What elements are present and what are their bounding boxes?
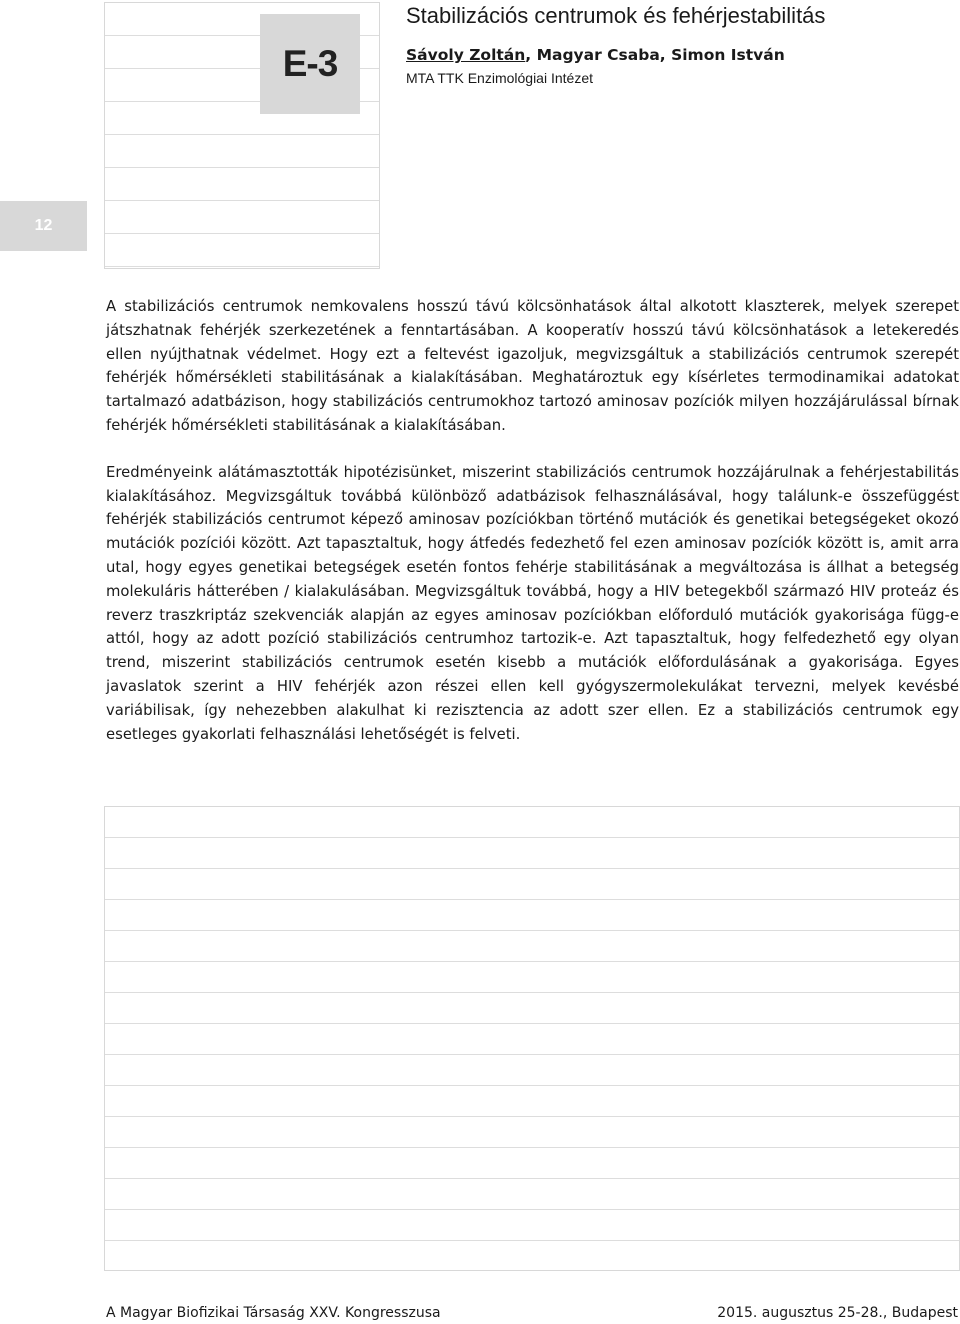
abstract-paragraph: A stabilizációs centrumok nemkovalens hosszú távú kölcsönhatások által alkotott klaszterek, melyek szerepet játszhatnak fehérjék szerkezetének a fenntartásában. A kooperatív hosszú távú kölcsönhatások a letekeredés ellen nyújthatnak védelmet. Hogy ezt a feltevést igazoljuk, megvizsgáltuk a stabilizációs centrumok szerepét fehérjék hőmérsékleti stabilitásának a kialakításában. Meghatároztuk egy kísérletes termodinamikai adatokat tartalmazó adatbázison, hogy stabilizációs centrumokhoz tartozó aminosav pozíciók milyen hozzájárulással bírnak fehérjék hőmérsékleti stabilitásának a kialakításában. — [106, 298, 959, 434]
notes-box — [104, 806, 960, 1271]
presenting-author: Sávoly Zoltán — [406, 46, 526, 64]
footer-conference: A Magyar Biofizikai Társaság XXV. Kongresszusa — [106, 1305, 441, 1321]
page-number-tab — [0, 201, 87, 251]
session-code: E-3 — [282, 43, 338, 84]
session-code-badge — [260, 14, 360, 114]
abstract-body — [106, 295, 959, 746]
page-number: 12 — [34, 217, 53, 234]
affiliation: MTA TTK Enzimológiai Intézet — [406, 70, 593, 86]
author-list — [406, 46, 785, 64]
abstract-title: Stabilizációs centrumok és fehérjestabilitás — [406, 3, 826, 28]
footer-date-place: 2015. augusztus 25-28., Budapest — [717, 1305, 958, 1321]
co-authors: , Magyar Csaba, Simon István — [525, 46, 785, 64]
abstract-paragraph: Eredményeink alátámasztották hipotézisünket, miszerint stabilizációs centrumok hozzájárulnak a fehérjestabilitás kialakításához. Megvizsgáltuk továbbá különböző adatbázisok felhasználásával, hogy találunk-e összefüggést fehérjék stabilizációs centrumot képező aminosav pozíciókban történő mutációk és genetikai betegségeket okozó mutációk pozíciói között. Azt tapasztaltuk, hogy átfedés fedezhető fel ezen aminosav pozíciók között is, amit arra utal, hogy egyes genetikai betegségek esetén fontos fehérje stabilitásának a megváltozása is állhat a betegség molekuláris hátterében / kialakulásában. Megvizsgáltuk továbbá, hogy a HIV betegekből származó HIV proteáz és reverz traszkriptáz szekvenciák alapján az egyes aminosav pozíciókban előforduló mutációk gyakorisága függ-e attól, hogy az adott pozíció stabilizációs centrumhoz tartozik-e. Azt tapasztaltuk, hogy felfedezhető egy olyan trend, miszerint stabilizációs centrumok esetén kisebb a mutációk előfordulásának a gyakorisága. Egyes javaslatok szerint a HIV fehérjék azon részei ellen kell gyógyszermolekulákat tervezni, melyek kevésbé variábilisak, így nehezebben alakulhat ki rezisztencia az adott szer ellen. Ez a stabilizációs centrumok egy esetleges gyakorlati felhasználási lehetőségét is felveti. — [106, 463, 959, 743]
